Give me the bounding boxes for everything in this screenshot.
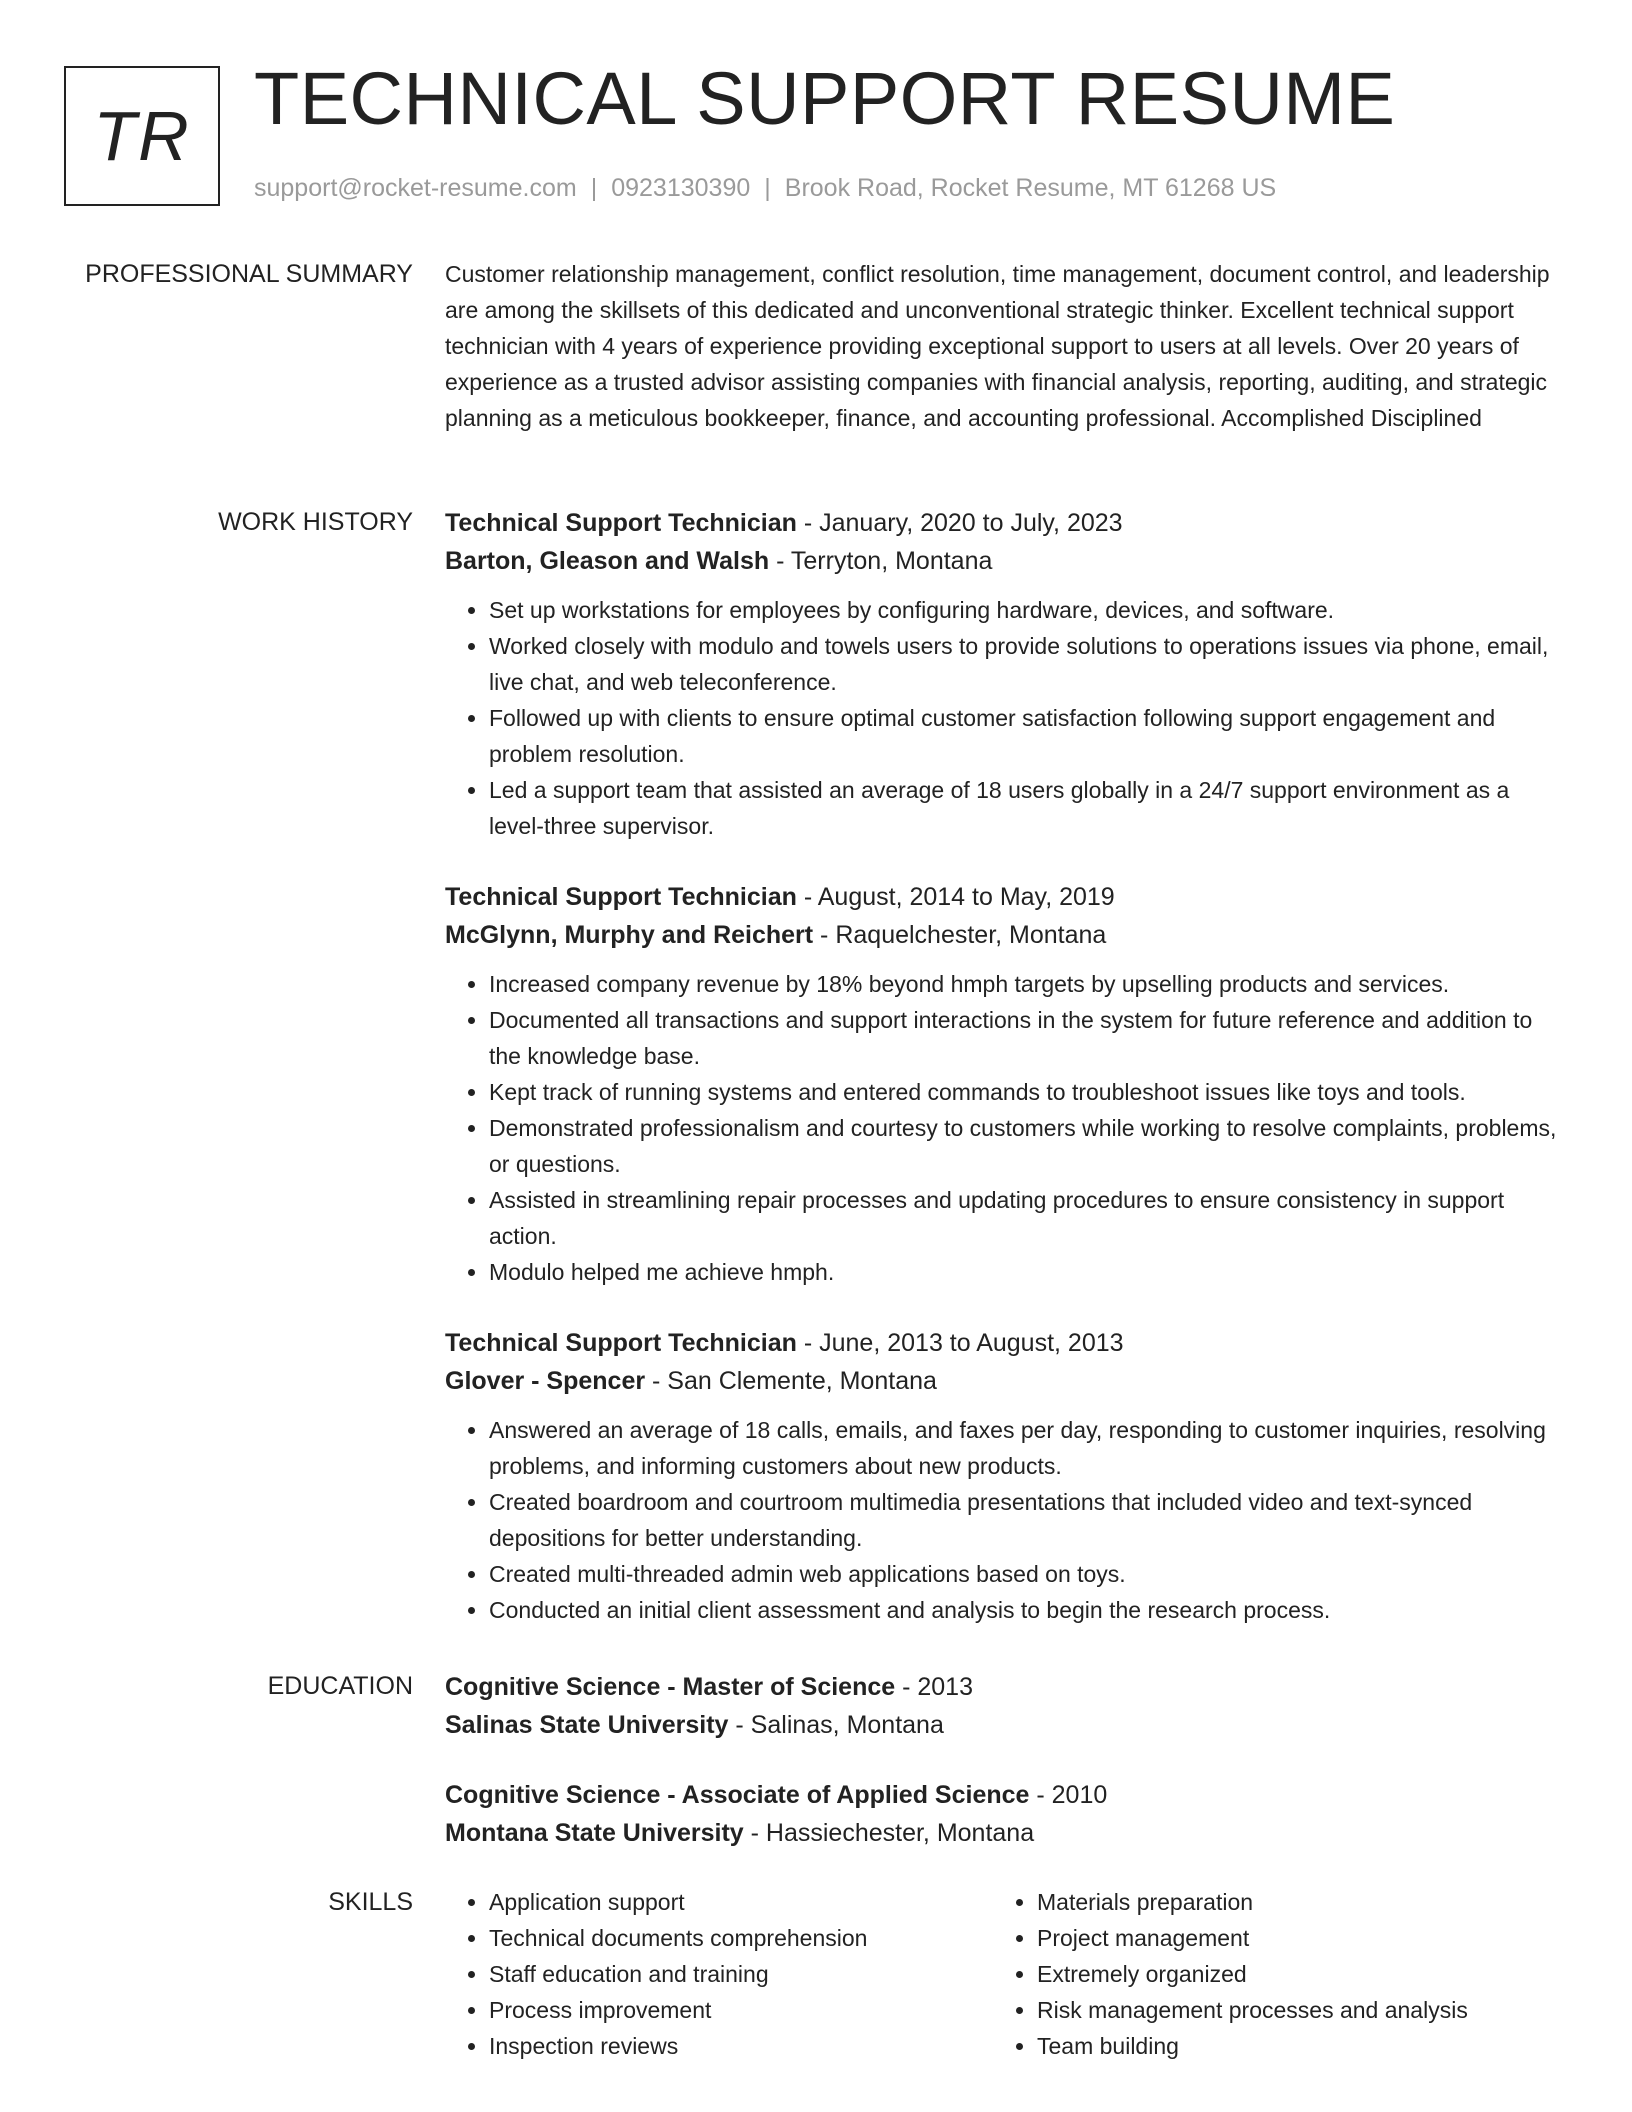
section-label-work-history: WORK HISTORY (218, 508, 413, 536)
job-title-line (445, 878, 1565, 916)
education-entry (445, 1776, 1565, 1852)
skill-item: • Technical documents comprehension (489, 1920, 993, 1956)
education-school-line (445, 1706, 1565, 1744)
contact-separator: | (764, 174, 771, 202)
job-dates: - June, 2013 to August, 2013 (796, 1329, 1124, 1357)
job-entry (445, 504, 1565, 844)
job-bullet: • Demonstrated professionalism and courtesy to customers while working to resolve complaints, problems, or questions. (489, 1110, 1565, 1182)
education-degree: Cognitive Science - Associate of Applied Science (445, 1781, 1030, 1809)
job-bullet: • Followed up with clients to ensure optimal customer satisfaction following support engagement and problem resolution. (489, 700, 1565, 772)
job-bullets (445, 966, 1565, 1290)
job-entry (445, 1324, 1565, 1628)
skill-item: • Materials preparation (1037, 1884, 1541, 1920)
skill-item: • Inspection reviews (489, 2028, 993, 2064)
skill-item: • Staff education and training (489, 1956, 993, 1992)
contact-line (254, 174, 1276, 203)
job-title-line (445, 1324, 1565, 1362)
job-dates: - January, 2020 to July, 2023 (796, 509, 1123, 537)
skills-list (993, 1884, 1541, 2064)
education-degree: Cognitive Science - Master of Science (445, 1673, 896, 1701)
education-school: Montana State University (445, 1819, 744, 1847)
contact-email[interactable]: support@rocket-resume.com (254, 174, 577, 202)
education-body (445, 1668, 1565, 1884)
skills-body (445, 1884, 1565, 2064)
education-location: - Salinas, Montana (728, 1711, 944, 1739)
education-year: - 2013 (895, 1673, 973, 1701)
job-bullet: • Documented all transactions and support interactions in the system for future reference and addition to the knowledge base. (489, 1002, 1565, 1074)
job-title: Technical Support Technician (445, 1329, 797, 1357)
skill-item: • Team building (1037, 2028, 1541, 2064)
work-history-body (445, 504, 1565, 1662)
job-bullet: • Modulo helped me achieve hmph. (489, 1254, 1565, 1290)
education-school-line (445, 1814, 1565, 1852)
job-bullet: • Worked closely with modulo and towels users to provide solutions to operations issues via phone, email, live chat, and web teleconference. (489, 628, 1565, 700)
section-label-skills: SKILLS (328, 1888, 413, 1916)
job-entry (445, 878, 1565, 1290)
job-title-line (445, 504, 1565, 542)
section-label-summary: PROFESSIONAL SUMMARY (85, 260, 413, 288)
job-location: - Raquelchester, Montana (813, 921, 1107, 949)
contact-separator: | (590, 174, 598, 202)
job-company-line (445, 542, 1565, 580)
contact-phone[interactable]: 0923130390 (611, 174, 751, 202)
job-company: Barton, Gleason and Walsh (445, 547, 770, 575)
job-company-line (445, 916, 1565, 954)
skills-list (445, 1884, 993, 2064)
job-title: Technical Support Technician (445, 883, 797, 911)
education-entry (445, 1668, 1565, 1744)
skills-columns (445, 1884, 1565, 2064)
skills-column-right (993, 1884, 1541, 2064)
education-school: Salinas State University (445, 1711, 729, 1739)
job-bullet: • Kept track of running systems and entered commands to troubleshoot issues like toys and tools. (489, 1074, 1565, 1110)
job-bullet: • Assisted in streamlining repair processes and updating procedures to ensure consistency in support action. (489, 1182, 1565, 1254)
job-company: Glover - Spencer (445, 1367, 646, 1395)
skill-item: • Application support (489, 1884, 993, 1920)
skill-item: • Risk management processes and analysis (1037, 1992, 1541, 2028)
skill-item: • Extremely organized (1037, 1956, 1541, 1992)
job-company-line (445, 1362, 1565, 1400)
job-title: Technical Support Technician (445, 509, 797, 537)
job-bullet: • Increased company revenue by 18% beyond hmph targets by upselling products and services. (489, 966, 1565, 1002)
job-bullet: • Created boardroom and courtroom multimedia presentations that included video and text-synced depositions for better understanding. (489, 1484, 1565, 1556)
monogram-badge: TR (64, 66, 220, 206)
resume-title: TECHNICAL SUPPORT RESUME (254, 57, 1396, 140)
summary-text: Customer relationship management, conflict resolution, time management, document control, and leadership are among the skillsets of this dedicated and unconventional strategic thinker. Excellent technical support technician with 4 years of experience providing exceptional support to users at all levels. Over 20 years of experience as a trusted advisor assisting companies with financial analysis, reporting, auditing, and strategic planning as a meticulous bookkeeper, finance, and accounting professional. Accomplished Disciplined (445, 261, 1550, 431)
job-company: McGlynn, Murphy and Reichert (445, 921, 814, 949)
education-year: - 2010 (1029, 1781, 1108, 1809)
job-bullet: • Created multi-threaded admin web applications based on toys. (489, 1556, 1565, 1592)
education-location: - Hassiechester, Montana (743, 1819, 1035, 1847)
job-bullet: • Led a support team that assisted an average of 18 users globally in a 24/7 support environment as a level-three supervisor. (489, 772, 1565, 844)
summary-body (445, 256, 1565, 436)
job-bullet: • Conducted an initial client assessment and analysis to begin the research process. (489, 1592, 1565, 1628)
job-bullets (445, 592, 1565, 844)
education-degree-line (445, 1668, 1565, 1706)
job-bullet: • Set up workstations for employees by configuring hardware, devices, and software. (489, 592, 1565, 628)
job-location: - San Clemente, Montana (645, 1367, 937, 1395)
contact-address: Brook Road, Rocket Resume, MT 61268 US (784, 174, 1277, 202)
job-bullets (445, 1412, 1565, 1628)
section-label-education: EDUCATION (267, 1672, 413, 1700)
job-bullet: • Answered an average of 18 calls, emails, and faxes per day, responding to customer inquiries, resolving problems, and informing customers about new products. (489, 1412, 1565, 1484)
education-degree-line (445, 1776, 1565, 1814)
skill-item: • Process improvement (489, 1992, 993, 2028)
job-dates: - August, 2014 to May, 2019 (796, 883, 1115, 911)
job-location: - Terryton, Montana (769, 547, 993, 575)
skill-item: • Project management (1037, 1920, 1541, 1956)
skills-column-left (445, 1884, 993, 2064)
